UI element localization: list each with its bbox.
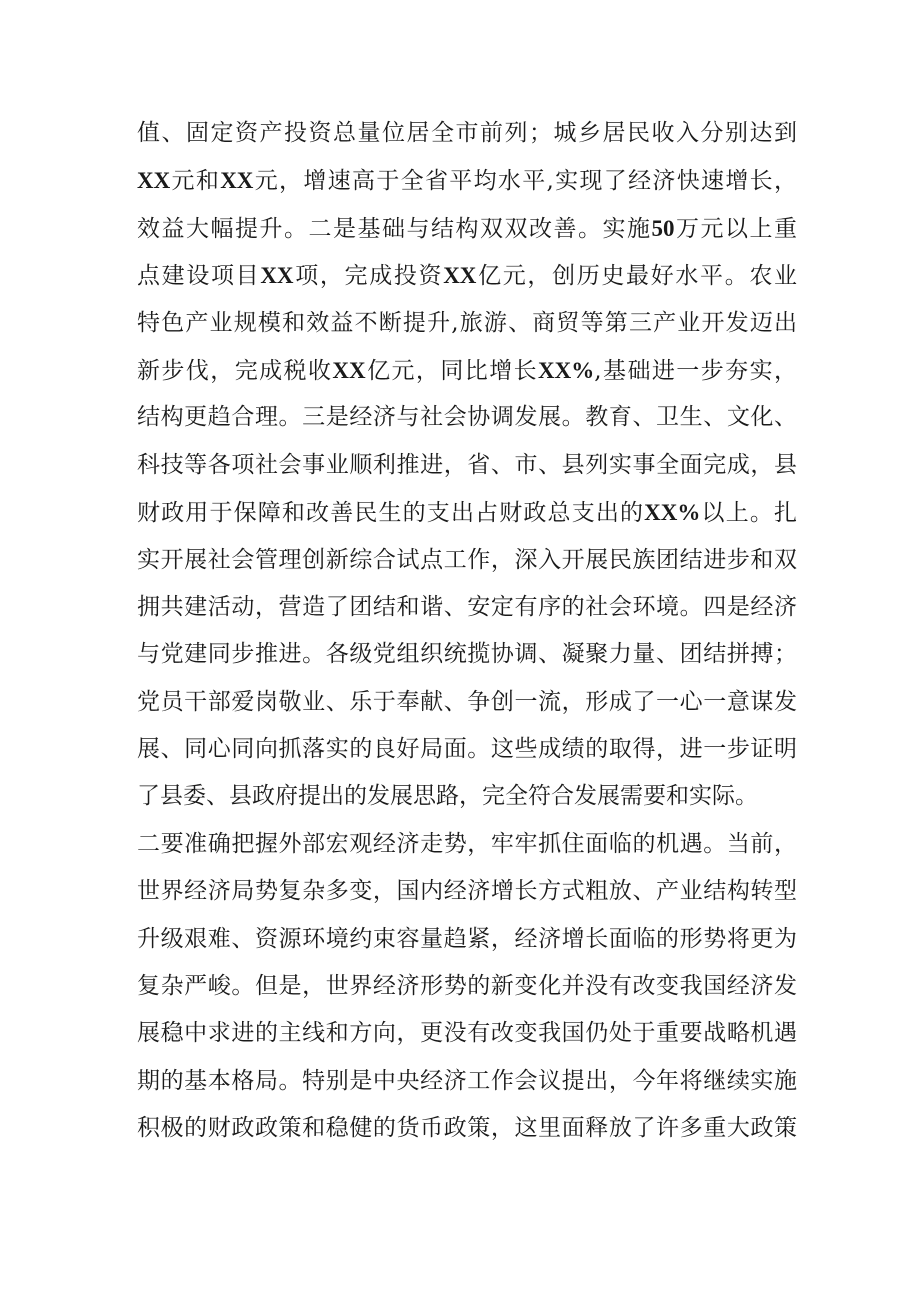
- text-line: XX元和XX元，增速高于全省平均水平,实现了经济快速增长，: [137, 168, 798, 195]
- text-line: 实开展社会管理创新综合试点工作，深入开展民族团结进步和双: [137, 546, 797, 573]
- text-line: 财政用于保障和改善民生的支出占财政总支出的XX%以上。扎: [137, 500, 798, 527]
- bold-figure: XX%: [538, 357, 595, 383]
- bold-figure: 50: [651, 215, 675, 241]
- bold-figure: XX: [332, 357, 366, 383]
- text-line: 世界经济局势复杂多变，国内经济增长方式粗放、产业结构转型: [137, 878, 797, 905]
- bold-figure: XX: [260, 263, 294, 289]
- text-line: 了县委、县政府提出的发展思路，完全符合发展需要和实际。: [137, 783, 758, 810]
- text-line: 升级艰难、资源环境约束容量趋紧，经济增长面临的形势将更为: [137, 925, 797, 952]
- text-line: 特色产业规模和效益不断提升,旅游、商贸等第三产业开发迈出: [137, 309, 797, 336]
- text-line: 二要准确把握外部宏观经济走势，牢牢抓住面临的机遇。当前，: [137, 830, 797, 857]
- bold-figure: XX: [220, 168, 254, 194]
- text-line: 点建设项目XX项，完成投资XX亿元，创历史最好水平。农业: [137, 263, 798, 290]
- text-line: 积极的财政政策和稳健的货币政策，这里面释放了许多重大政策: [137, 1115, 797, 1142]
- bold-figure: XX%: [644, 500, 701, 526]
- text-line: 效益大幅提升。二是基础与结构双双改善。实施50万元以上重: [137, 215, 797, 242]
- text-line: 结构更趋合理。三是经济与社会协调发展。教育、卫生、文化、: [137, 404, 797, 431]
- text-line: 复杂严峻。但是，世界经济形势的新变化并没有改变我国经济发: [137, 973, 797, 1000]
- text-line: 新步伐，完成税收XX亿元，同比增长XX%,基础进一步夯实，: [137, 357, 797, 384]
- text-line: 展、同心同向抓落实的良好局面。这些成绩的取得，进一步证明: [137, 736, 797, 763]
- body-text: [137, 110, 797, 1153]
- text-line: 与党建同步推进。各级党组织统揽协调、凝聚力量、团结拼搏；: [137, 641, 797, 668]
- text-line: 期的基本格局。特别是中央经济工作会议提出，今年将继续实施: [137, 1067, 797, 1094]
- text-line: 值、固定资产投资总量位居全市前列；城乡居民收入分别达到: [137, 120, 797, 146]
- bold-figure: XX: [443, 263, 477, 289]
- bold-figure: XX: [137, 168, 171, 194]
- text-line: 科技等各项社会事业顺利推进，省、市、县列实事全面完成，县: [137, 451, 797, 478]
- text-line: 拥共建活动，营造了团结和谐、安定有序的社会环境。四是经济: [137, 593, 797, 620]
- text-line: 展稳中求进的主线和方向，更没有改变我国仍处于重要战略机遇: [137, 1020, 797, 1047]
- text-line: 党员干部爱岗敬业、乐于奉献、争创一流，形成了一心一意谋发: [137, 688, 797, 715]
